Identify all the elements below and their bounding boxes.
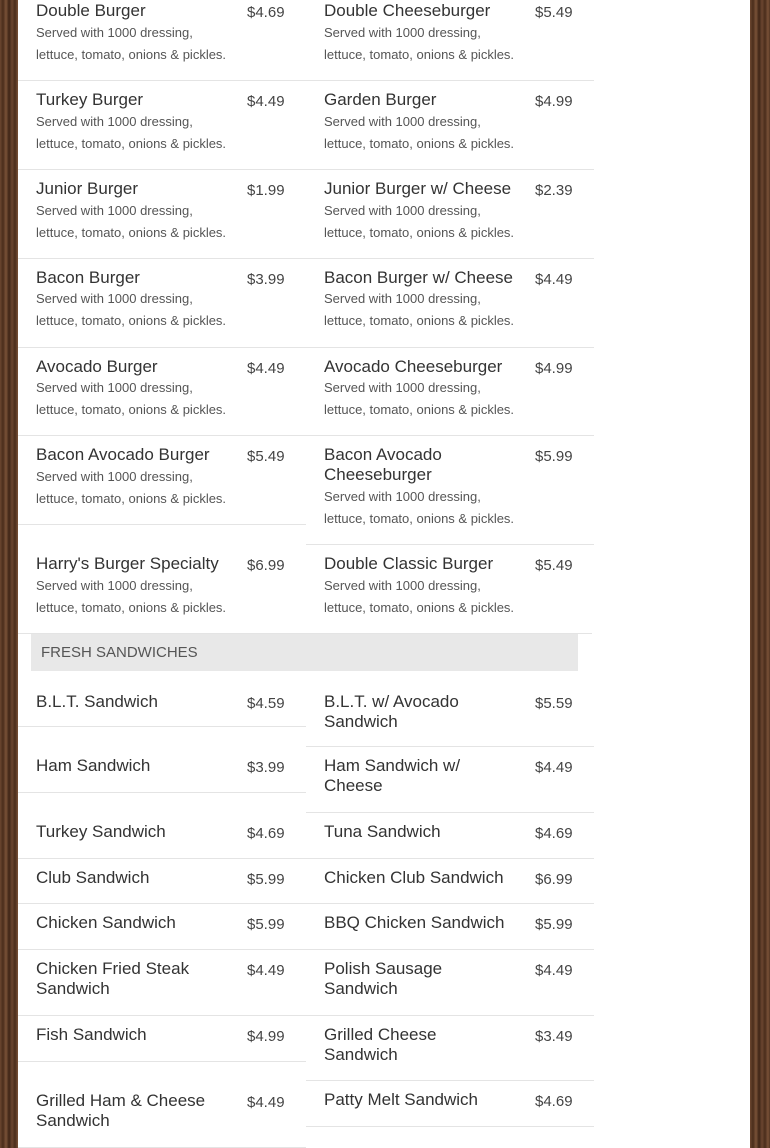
item-price: $4.49: [535, 271, 573, 288]
menu-item-club-sandwich: [18, 859, 306, 904]
item-name: BBQ Chicken Sandwich: [324, 913, 505, 932]
item-name: Patty Melt Sandwich: [324, 1090, 479, 1109]
item-price: $5.99: [247, 916, 285, 933]
item-price: $3.99: [247, 759, 285, 776]
item-name: Chicken Sandwich: [36, 913, 176, 932]
item-price: $5.49: [247, 448, 285, 465]
item-price: $4.69: [247, 4, 285, 21]
menu-item-junior-burger-cheese: [306, 170, 594, 259]
item-name: Grilled Cheese Sandwich: [324, 1025, 437, 1064]
menu-item-patty-melt-sandwich: [306, 1081, 594, 1127]
item-price: $6.99: [247, 557, 285, 574]
item-name: Ham Sandwich w/ Cheese: [324, 756, 461, 795]
item-price: $4.99: [247, 1028, 285, 1045]
item-price: $4.49: [247, 962, 285, 979]
item-description: Served with 1000 dressing, lettuce, tomato, onions & pickles.: [36, 291, 227, 328]
item-description: Served with 1000 dressing, lettuce, tomato, onions & pickles.: [324, 114, 515, 151]
wood-border-left: [0, 0, 18, 1148]
item-price: $4.49: [247, 93, 285, 110]
item-price: $2.39: [535, 182, 573, 199]
item-name: B.L.T. w/ Avocado Sandwich: [324, 692, 459, 731]
item-description: Served with 1000 dressing, lettuce, tomato, onions & pickles.: [324, 489, 515, 526]
menu-item-blt-sandwich: [18, 681, 306, 727]
menu-item-bacon-avocado-cheeseburger: [306, 436, 594, 545]
item-description: Served with 1000 dressing, lettuce, tomato, onions & pickles.: [36, 25, 227, 62]
item-description: Served with 1000 dressing, lettuce, tomato, onions & pickles.: [36, 578, 227, 615]
menu-item-avocado-burger: [18, 348, 306, 436]
menu-item-turkey-burger: [18, 81, 306, 170]
item-price: $4.49: [247, 360, 285, 377]
menu-item-turkey-sandwich: [18, 793, 306, 859]
item-name: Harry's Burger Specialty: [36, 554, 219, 573]
item-name: Bacon Burger w/ Cheese: [324, 268, 513, 287]
section-header-fresh-sandwiches: FRESH SANDWICHES: [31, 634, 578, 671]
menu-item-bbq-chicken-sandwich: [306, 904, 594, 950]
item-name: Ham Sandwich: [36, 756, 151, 775]
item-price: $5.99: [535, 448, 573, 465]
menu-item-ham-sandwich-cheese: [306, 747, 594, 813]
item-name: Garden Burger: [324, 90, 437, 109]
item-name: Bacon Avocado Burger: [36, 445, 210, 464]
item-description: Served with 1000 dressing, lettuce, tomato, onions & pickles.: [324, 578, 515, 615]
menu-item-double-classic-burger: [306, 545, 594, 634]
item-price: $5.99: [247, 871, 285, 888]
item-name: Grilled Ham & Cheese Sandwich: [36, 1091, 206, 1130]
item-description: Served with 1000 dressing, lettuce, tomato, onions & pickles.: [36, 380, 227, 417]
item-price: $3.99: [247, 271, 285, 288]
item-name: B.L.T. Sandwich: [36, 692, 158, 711]
menu-item-polish-sausage-sandwich: [306, 950, 594, 1016]
item-price: $1.99: [247, 182, 285, 199]
item-name: Tuna Sandwich: [324, 822, 441, 841]
menu-item-double-burger: [18, 0, 306, 81]
item-price: $5.59: [535, 695, 573, 712]
item-price: $3.49: [535, 1028, 573, 1045]
menu-item-junior-burger: [18, 170, 306, 259]
item-price: $4.59: [247, 695, 285, 712]
item-price: $4.49: [247, 1094, 285, 1111]
menu-item-ham-sandwich: [18, 727, 306, 793]
menu-item-fish-sandwich: [18, 1016, 306, 1062]
menu-item-garden-burger: [306, 81, 594, 170]
wood-border-right: [750, 0, 770, 1148]
item-name: Polish Sausage Sandwich: [324, 959, 443, 998]
item-price: $4.99: [535, 360, 573, 377]
item-price: $4.99: [535, 93, 573, 110]
menu-item-bacon-burger: [18, 259, 306, 348]
item-name: Junior Burger: [36, 179, 139, 198]
menu-item-chicken-club-sandwich: [306, 859, 594, 904]
item-price: $4.69: [535, 1093, 573, 1110]
item-description: Served with 1000 dressing, lettuce, tomato, onions & pickles.: [324, 380, 515, 417]
item-name: Turkey Burger: [36, 90, 144, 109]
item-name: Club Sandwich: [36, 868, 150, 887]
item-price: $5.99: [535, 916, 573, 933]
item-price: $5.49: [535, 557, 573, 574]
menu-item-harrys-burger-specialty: [18, 525, 306, 634]
item-price: $5.49: [535, 4, 573, 21]
item-name: Junior Burger w/ Cheese: [324, 179, 512, 198]
menu-item-chicken-fried-steak-sandwich: [18, 950, 306, 1016]
item-name: Double Cheeseburger: [324, 1, 491, 20]
item-price: $4.49: [535, 962, 573, 979]
item-price: $4.49: [535, 759, 573, 776]
item-name: Bacon Burger: [36, 268, 140, 287]
menu-item-grilled-ham-cheese-sandwich: [18, 1062, 306, 1148]
menu-item-tuna-sandwich: [306, 813, 594, 859]
item-description: Served with 1000 dressing, lettuce, tomato, onions & pickles.: [36, 469, 227, 506]
item-price: $4.69: [247, 825, 285, 842]
item-name: Chicken Fried Steak Sandwich: [36, 959, 190, 998]
item-price: $6.99: [535, 871, 573, 888]
menu-item-chicken-sandwich: [18, 904, 306, 950]
item-name: Avocado Burger: [36, 357, 158, 376]
item-price: $4.69: [535, 825, 573, 842]
menu-item-bacon-avocado-burger: [18, 436, 306, 525]
item-name: Double Classic Burger: [324, 554, 494, 573]
item-name: Double Burger: [36, 1, 146, 20]
item-description: Served with 1000 dressing, lettuce, tomato, onions & pickles.: [36, 114, 227, 151]
item-description: Served with 1000 dressing, lettuce, tomato, onions & pickles.: [36, 203, 227, 240]
menu-item-grilled-cheese-sandwich: [306, 1016, 594, 1081]
menu-item-double-cheeseburger: [306, 0, 594, 81]
menu-item-bacon-burger-cheese: [306, 259, 594, 348]
item-description: Served with 1000 dressing, lettuce, tomato, onions & pickles.: [324, 291, 515, 328]
item-name: Avocado Cheeseburger: [324, 357, 503, 376]
item-name: Turkey Sandwich: [36, 822, 166, 841]
menu-item-blt-avocado-sandwich: [306, 681, 594, 747]
item-name: Fish Sandwich: [36, 1025, 147, 1044]
item-description: Served with 1000 dressing, lettuce, tomato, onions & pickles.: [324, 25, 515, 62]
item-description: Served with 1000 dressing, lettuce, tomato, onions & pickles.: [324, 203, 515, 240]
item-name: Bacon Avocado Cheeseburger: [324, 445, 442, 484]
menu-item-avocado-cheeseburger: [306, 348, 594, 436]
item-name: Chicken Club Sandwich: [324, 868, 504, 887]
